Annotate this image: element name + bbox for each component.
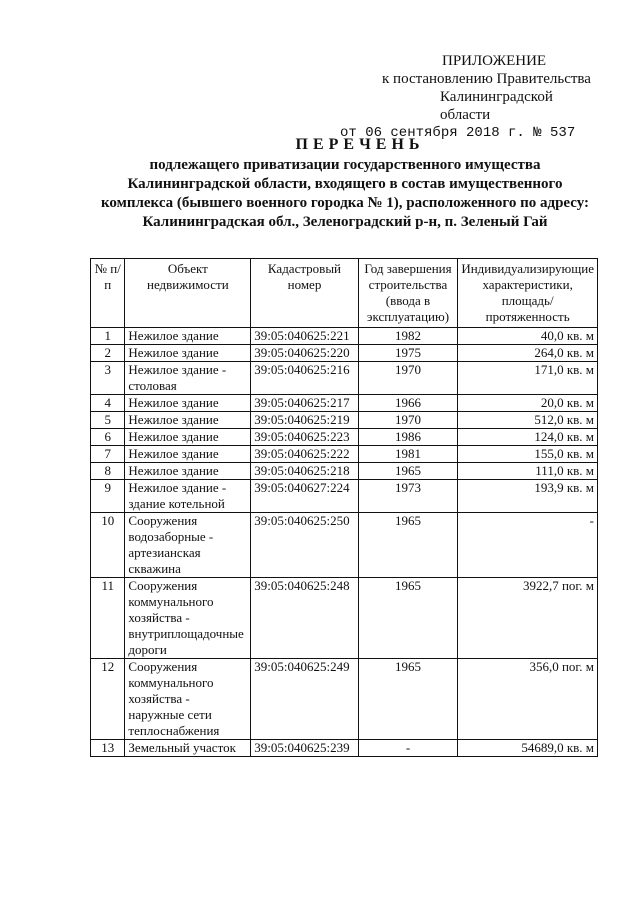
cell-cadastral: 39:05:040625:220 (251, 345, 358, 362)
cell-year: 1973 (358, 480, 458, 513)
cell-year: 1970 (358, 362, 458, 395)
table-row (91, 659, 598, 740)
cell-year: 1966 (358, 395, 458, 412)
cell-cadastral: 39:05:040625:239 (251, 740, 358, 757)
cell-object: Нежилое здание - здание котельной (125, 480, 251, 513)
appendix-title: ПРИЛОЖЕНИЕ (442, 53, 547, 69)
cell-year: 1965 (358, 513, 458, 578)
cell-object: Нежилое здание (125, 429, 251, 446)
cell-cadastral: 39:05:040625:222 (251, 446, 358, 463)
cell-characteristics: 264,0 кв. м (458, 345, 598, 362)
cell-number: 3 (91, 362, 125, 395)
table-row (91, 429, 598, 446)
cell-year: 1970 (358, 412, 458, 429)
cell-object: Земельный участок (125, 740, 251, 757)
header-characteristics: Индивидуализирующие характеристики, площадь/ протяженность (458, 259, 598, 328)
header-number: № п/п (91, 259, 125, 328)
cell-year: 1982 (358, 328, 458, 345)
cell-characteristics: 124,0 кв. м (458, 429, 598, 446)
cell-object: Сооружения коммунального хозяйства - внутриплощадочные дороги (125, 578, 251, 659)
table-row (91, 463, 598, 480)
cell-cadastral: 39:05:040625:248 (251, 578, 358, 659)
cell-cadastral: 39:05:040625:216 (251, 362, 358, 395)
header-year: Год завершения строительства (ввода в эксплуатацию) (358, 259, 458, 328)
cell-characteristics: 40,0 кв. м (458, 328, 598, 345)
table-row (91, 513, 598, 578)
table-body (91, 328, 598, 757)
cell-object: Нежилое здание (125, 395, 251, 412)
table-row (91, 578, 598, 659)
cell-number: 12 (91, 659, 125, 740)
cell-object: Нежилое здание (125, 412, 251, 429)
header-cadastral: Кадастровый номер (251, 259, 358, 328)
cell-characteristics: 155,0 кв. м (458, 446, 598, 463)
cell-number: 1 (91, 328, 125, 345)
cell-object: Сооружения коммунального хозяйства - наружные сети теплоснабжения (125, 659, 251, 740)
cell-object: Нежилое здание (125, 446, 251, 463)
subtitle-line: Калининградская обл., Зеленоградский р-н, п. Зеленый Гай (142, 214, 548, 230)
table-row (91, 412, 598, 429)
cell-number: 6 (91, 429, 125, 446)
appendix-region: Калининградской области (440, 89, 553, 123)
cell-number: 4 (91, 395, 125, 412)
cell-year: 1981 (358, 446, 458, 463)
table-header-row (91, 259, 598, 328)
cell-object: Нежилое здание - столовая (125, 362, 251, 395)
cell-year: 1975 (358, 345, 458, 362)
cell-characteristics: 54689,0 кв. м (458, 740, 598, 757)
table-row (91, 740, 598, 757)
document-subtitle (75, 156, 615, 232)
cell-number: 10 (91, 513, 125, 578)
cell-cadastral: 39:05:040625:250 (251, 513, 358, 578)
cell-year: 1965 (358, 659, 458, 740)
cell-characteristics: 171,0 кв. м (458, 362, 598, 395)
cell-cadastral: 39:05:040627:224 (251, 480, 358, 513)
cell-number: 5 (91, 412, 125, 429)
cell-characteristics: 193,9 кв. м (458, 480, 598, 513)
cell-year: 1965 (358, 578, 458, 659)
cell-cadastral: 39:05:040625:218 (251, 463, 358, 480)
cell-year: - (358, 740, 458, 757)
table-row (91, 446, 598, 463)
cell-characteristics: 512,0 кв. м (458, 412, 598, 429)
cell-object: Нежилое здание (125, 328, 251, 345)
cell-number: 2 (91, 345, 125, 362)
cell-characteristics: 111,0 кв. м (458, 463, 598, 480)
subtitle-line: подлежащего приватизации государственного имущества (149, 157, 541, 173)
cell-object: Сооружения водозаборные - артезианская скважина (125, 513, 251, 578)
cell-number: 11 (91, 578, 125, 659)
cell-cadastral: 39:05:040625:223 (251, 429, 358, 446)
cell-object: Нежилое здание (125, 463, 251, 480)
subtitle-line: Калининградской области, входящего в состав имущественного (127, 176, 563, 192)
subtitle-line: комплекса (бывшего военного городка № 1), расположенного по адресу: (100, 195, 590, 211)
table-row (91, 480, 598, 513)
table-row (91, 328, 598, 345)
cell-cadastral: 39:05:040625:219 (251, 412, 358, 429)
header-object: Объект недвижимости (125, 259, 251, 328)
cell-characteristics: 356,0 пог. м (458, 659, 598, 740)
appendix-date-number: от 06 сентября 2018 г. № 537 (340, 125, 576, 141)
table-row (91, 345, 598, 362)
cell-number: 13 (91, 740, 125, 757)
property-table (90, 258, 598, 757)
cell-cadastral: 39:05:040625:217 (251, 395, 358, 412)
cell-number: 8 (91, 463, 125, 480)
appendix-resolution: к постановлению Правительства (382, 71, 591, 87)
cell-characteristics: - (458, 513, 598, 578)
cell-year: 1965 (358, 463, 458, 480)
cell-characteristics: 3922,7 пог. м (458, 578, 598, 659)
cell-object: Нежилое здание (125, 345, 251, 362)
cell-characteristics: 20,0 кв. м (458, 395, 598, 412)
cell-cadastral: 39:05:040625:249 (251, 659, 358, 740)
cell-number: 9 (91, 480, 125, 513)
document-title: ПЕРЕЧЕНЬ (295, 136, 425, 153)
cell-number: 7 (91, 446, 125, 463)
cell-cadastral: 39:05:040625:221 (251, 328, 358, 345)
table-row (91, 395, 598, 412)
cell-year: 1986 (358, 429, 458, 446)
table-row (91, 362, 598, 395)
appendix-header (300, 52, 600, 142)
